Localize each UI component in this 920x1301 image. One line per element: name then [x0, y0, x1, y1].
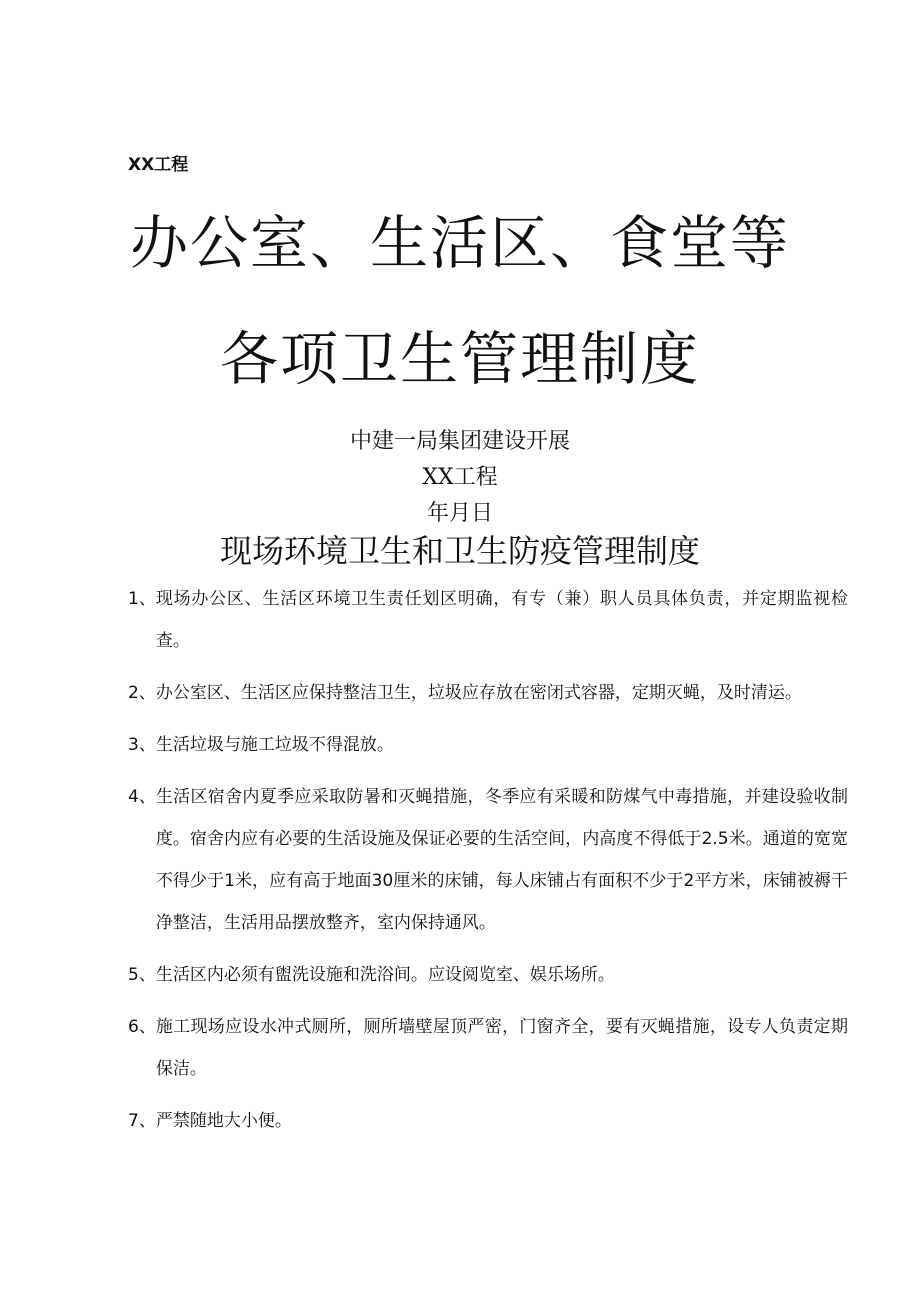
item-number: 4、 [128, 787, 156, 807]
project-tag: XX工程 [128, 155, 189, 175]
project-name: XX工程 [422, 465, 498, 490]
section-title: 现场环境卫生和卫生防疫管理制度 [219, 532, 700, 570]
list-item [128, 672, 848, 714]
main-title-line-2: 各项卫生管理制度 [219, 325, 700, 393]
item-number: 1、 [128, 589, 156, 609]
item-text: 生活垃圾与施工垃圾不得混放。 [155, 735, 394, 755]
item-text: 现场办公区、生活区环境卫生责任划区明确，有专（兼）职人员具体负责，并定期监视检查。 [155, 589, 848, 651]
item-text: 生活区宿舍内夏季应采取防暑和灭蝇措施，冬季应有采暖和防煤气中毒措施，并建设验收制度。宿舍内应有必要的生活设施及保证必要的生活空间，内高度不得低于2.5米。通道的宽宽不得少于1米，应有高于地面30厘米的床铺，每人床铺占有面积不少于2平方米，床铺被褥干净整洁，生活用品摆放整齐，室内保持通风。 [155, 787, 848, 933]
regulation-list [128, 578, 848, 1152]
item-number: 5、 [128, 965, 156, 985]
item-number: 2、 [128, 683, 156, 703]
item-number: 3、 [128, 735, 156, 755]
list-item [128, 724, 848, 766]
list-item [128, 954, 848, 996]
company-name: 中建一局集团建设开展 [349, 429, 570, 454]
list-item [128, 1006, 848, 1090]
item-text: 严禁随地大小便。 [155, 1111, 292, 1131]
item-text: 办公室区、生活区应保持整洁卫生，垃圾应存放在密闭式容器，定期灭蝇，及时清运。 [155, 683, 802, 703]
item-text: 生活区内必须有盥洗设施和洗浴间。应设阅览室、娱乐场所。 [155, 965, 615, 985]
main-title-line-1: 办公室、生活区、食堂等 [129, 209, 790, 277]
item-text: 施工现场应设水冲式厕所，厕所墙壁屋顶严密，门窗齐全，要有灭蝇措施，设专人负责定期保洁。 [155, 1017, 848, 1079]
item-number: 6、 [128, 1017, 156, 1037]
list-item [128, 578, 848, 662]
list-item [128, 1100, 848, 1142]
item-number: 7、 [128, 1111, 156, 1131]
date-line: 年月日 [426, 501, 493, 526]
list-item [128, 776, 848, 944]
